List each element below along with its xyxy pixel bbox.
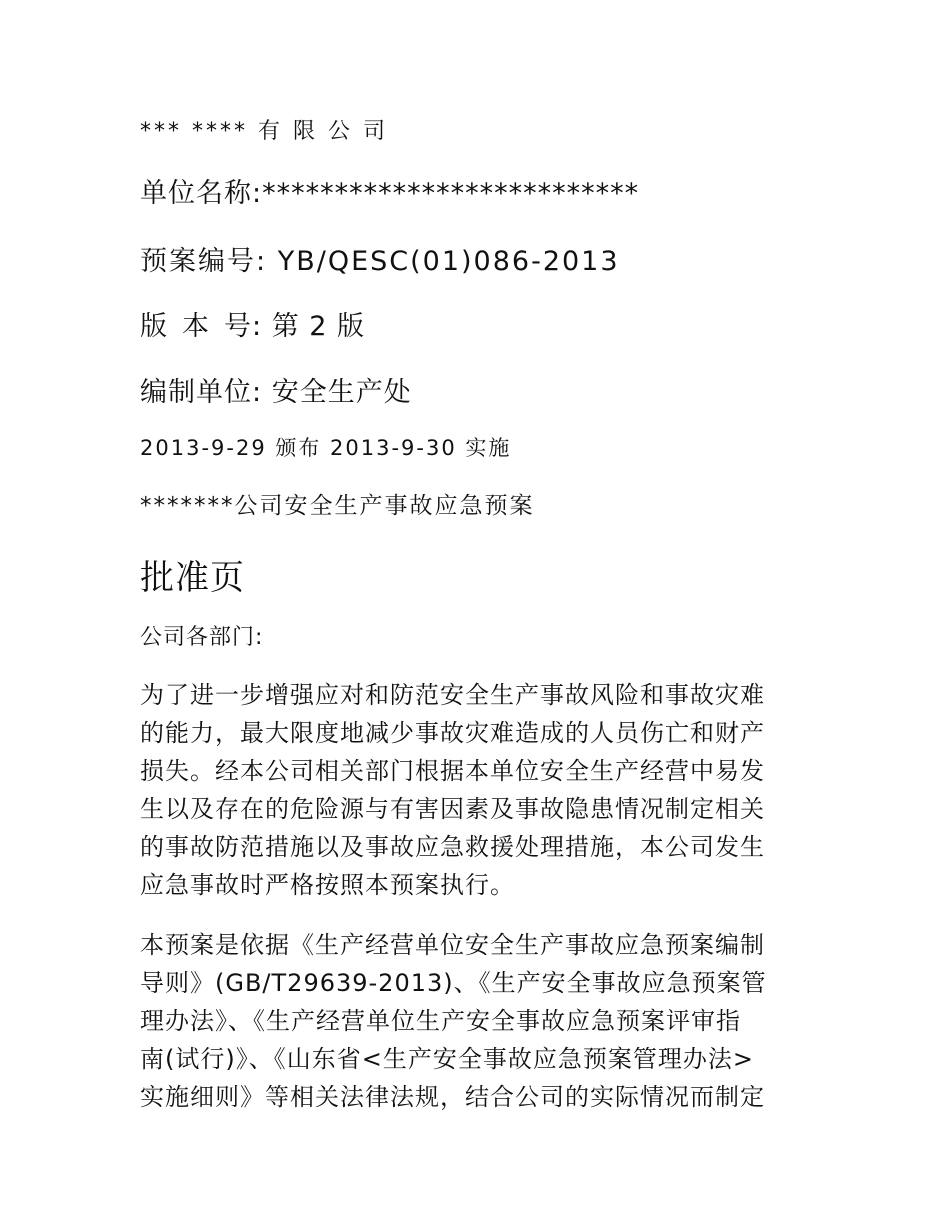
salutation: 公司各部门: (140, 625, 264, 650)
paragraph-line: 本预案是依据《生产经营单位安全生产事故应急预案编制 (140, 931, 765, 959)
compiler-value: 安全生产处 (271, 377, 412, 408)
compiler-label: 编制单位: (140, 377, 263, 408)
paragraph-line: 为了进一步增强应对和防范安全生产事故风险和事故灾难 (140, 681, 765, 709)
paragraph-line: 南(试行)》、《山东省<生产安全事故应急预案管理办法> (140, 1045, 754, 1073)
paragraph-line: 理办法》、《生产经营单位生产安全事故应急预案评审指 (140, 1007, 741, 1035)
unit-name-line (140, 171, 639, 210)
compiler-line (140, 370, 412, 409)
paragraph-line: 的事故防范措施以及事故应急救援处理措施，本公司发生 (140, 833, 765, 861)
version-label-part-2: 本 (182, 311, 210, 342)
unit-name-value: ************************** (262, 178, 640, 209)
version-line (140, 304, 365, 343)
paragraph-line: 应急事故时严格按照本预案执行。 (140, 871, 515, 899)
paragraph-line: 实施细则》等相关法律法规，结合公司的实际情况而制定 (140, 1083, 765, 1111)
version-value: 第 2 版 (271, 311, 366, 342)
version-label-part-1: 版 (140, 311, 168, 342)
unit-name-label: 单位名称: (140, 178, 263, 209)
version-label-part-3: 号: (224, 311, 263, 342)
plan-number-label: 预案编号: (140, 246, 268, 277)
plan-number-value: YB/QESC(01)086-2013 (277, 246, 620, 277)
plan-number-line (140, 239, 620, 278)
paragraph-line: 生以及存在的危险源与有害因素及事故隐患情况制定相关 (140, 795, 765, 823)
paragraph-line: 损失。经本公司相关部门根据本单位安全生产经营中易发 (140, 757, 765, 785)
company-name-line: *** **** 有 限 公 司 (140, 119, 388, 144)
approval-paragraph-2 (140, 926, 810, 1116)
approval-page-heading: 批准页 (140, 558, 245, 598)
issue-dates-line: 2013-9-29 颁布 2013-9-30 实施 (140, 436, 512, 460)
plan-title: *******公司安全生产事故应急预案 (140, 493, 535, 519)
paragraph-line: 导则》(GB/T29639-2013)、《生产安全事故应急预案管 (140, 969, 767, 997)
approval-paragraph-1 (140, 676, 810, 904)
paragraph-line: 的能力，最大限度地减少事故灾难造成的人员伤亡和财产 (140, 719, 765, 747)
